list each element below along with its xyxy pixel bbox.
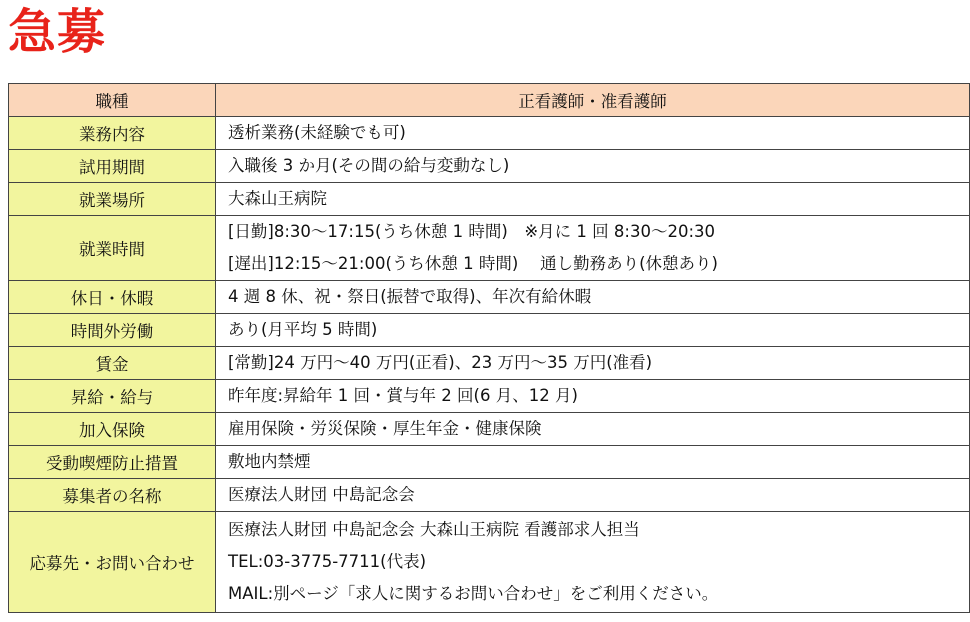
row-value [216, 117, 970, 150]
row-value-line: あり(月平均 5 時間) [228, 320, 378, 339]
row-label: 業務内容 [9, 117, 216, 150]
table-row-smoking [9, 446, 970, 479]
page-title: 急募 [8, 4, 107, 60]
row-value-line: 医療法人財団 中島記念会 [228, 485, 415, 504]
table-row-workplace [9, 183, 970, 216]
table-row-working-hours [9, 216, 970, 281]
row-value [216, 479, 970, 512]
row-value-line: 敷地内禁煙 [228, 452, 311, 471]
row-value-line: 入職後 3 か月(その間の給与変動なし) [228, 156, 510, 175]
table-row-duties [9, 117, 970, 150]
row-label: 時間外労働 [9, 314, 216, 347]
row-value [216, 347, 970, 380]
row-label: 休日・休暇 [9, 281, 216, 314]
row-label: 昇給・給与 [9, 380, 216, 413]
job-posting-table [8, 83, 970, 613]
row-value [216, 380, 970, 413]
row-value-line: [日勤]8:30～17:15(うち休憩 1 時間) ※月に 1 回 8:30～20:30 [228, 222, 715, 241]
table-row-overtime [9, 314, 970, 347]
header-value: 正看護師・准看護師 [216, 84, 970, 117]
table-row-raises [9, 380, 970, 413]
row-label: 受動喫煙防止措置 [9, 446, 216, 479]
row-value [216, 314, 970, 347]
row-value-line: 透析業務(未経験でも可) [228, 123, 406, 142]
row-value [216, 183, 970, 216]
row-value-line: 4 週 8 休、祝・祭日(振替で取得)、年次有給休暇 [228, 287, 592, 306]
row-label: 応募先・お問い合わせ [9, 512, 216, 613]
row-value [216, 446, 970, 479]
contact-phone: TEL:03-3775-7711(代表) [228, 552, 427, 571]
table-header-row [9, 84, 970, 117]
row-label: 加入保険 [9, 413, 216, 446]
table-row-trial-period [9, 150, 970, 183]
row-value [216, 150, 970, 183]
row-label: 試用期間 [9, 150, 216, 183]
row-value [216, 216, 970, 281]
row-value-line: 大森山王病院 [228, 189, 327, 208]
table-row-contact [9, 512, 970, 613]
row-value-line: 昨年度:昇給年 1 回・賞与年 2 回(6 月、12 月) [228, 386, 578, 405]
row-label: 就業場所 [9, 183, 216, 216]
row-value-line: 雇用保険・労災保険・厚生年金・健康保険 [228, 419, 542, 438]
row-value [216, 281, 970, 314]
row-value-line: 医療法人財団 中島記念会 大森山王病院 看護部求人担当 [228, 520, 640, 539]
row-value [216, 413, 970, 446]
table-row-insurance [9, 413, 970, 446]
table-row-recruiter [9, 479, 970, 512]
row-value-line: [常勤]24 万円～40 万円(正看)、23 万円～35 万円(准看) [228, 353, 653, 372]
header-label: 職種 [9, 84, 216, 117]
table-row-holidays [9, 281, 970, 314]
table-row-wages [9, 347, 970, 380]
row-value-line: [遅出]12:15～21:00(うち休憩 1 時間) 通し勤務あり(休憩あり) [228, 254, 718, 273]
row-value [216, 512, 970, 613]
contact-mail: MAIL:別ページ「求人に関するお問い合わせ」をご利用ください。 [228, 584, 719, 603]
row-label: 就業時間 [9, 216, 216, 281]
row-label: 募集者の名称 [9, 479, 216, 512]
row-label: 賃金 [9, 347, 216, 380]
